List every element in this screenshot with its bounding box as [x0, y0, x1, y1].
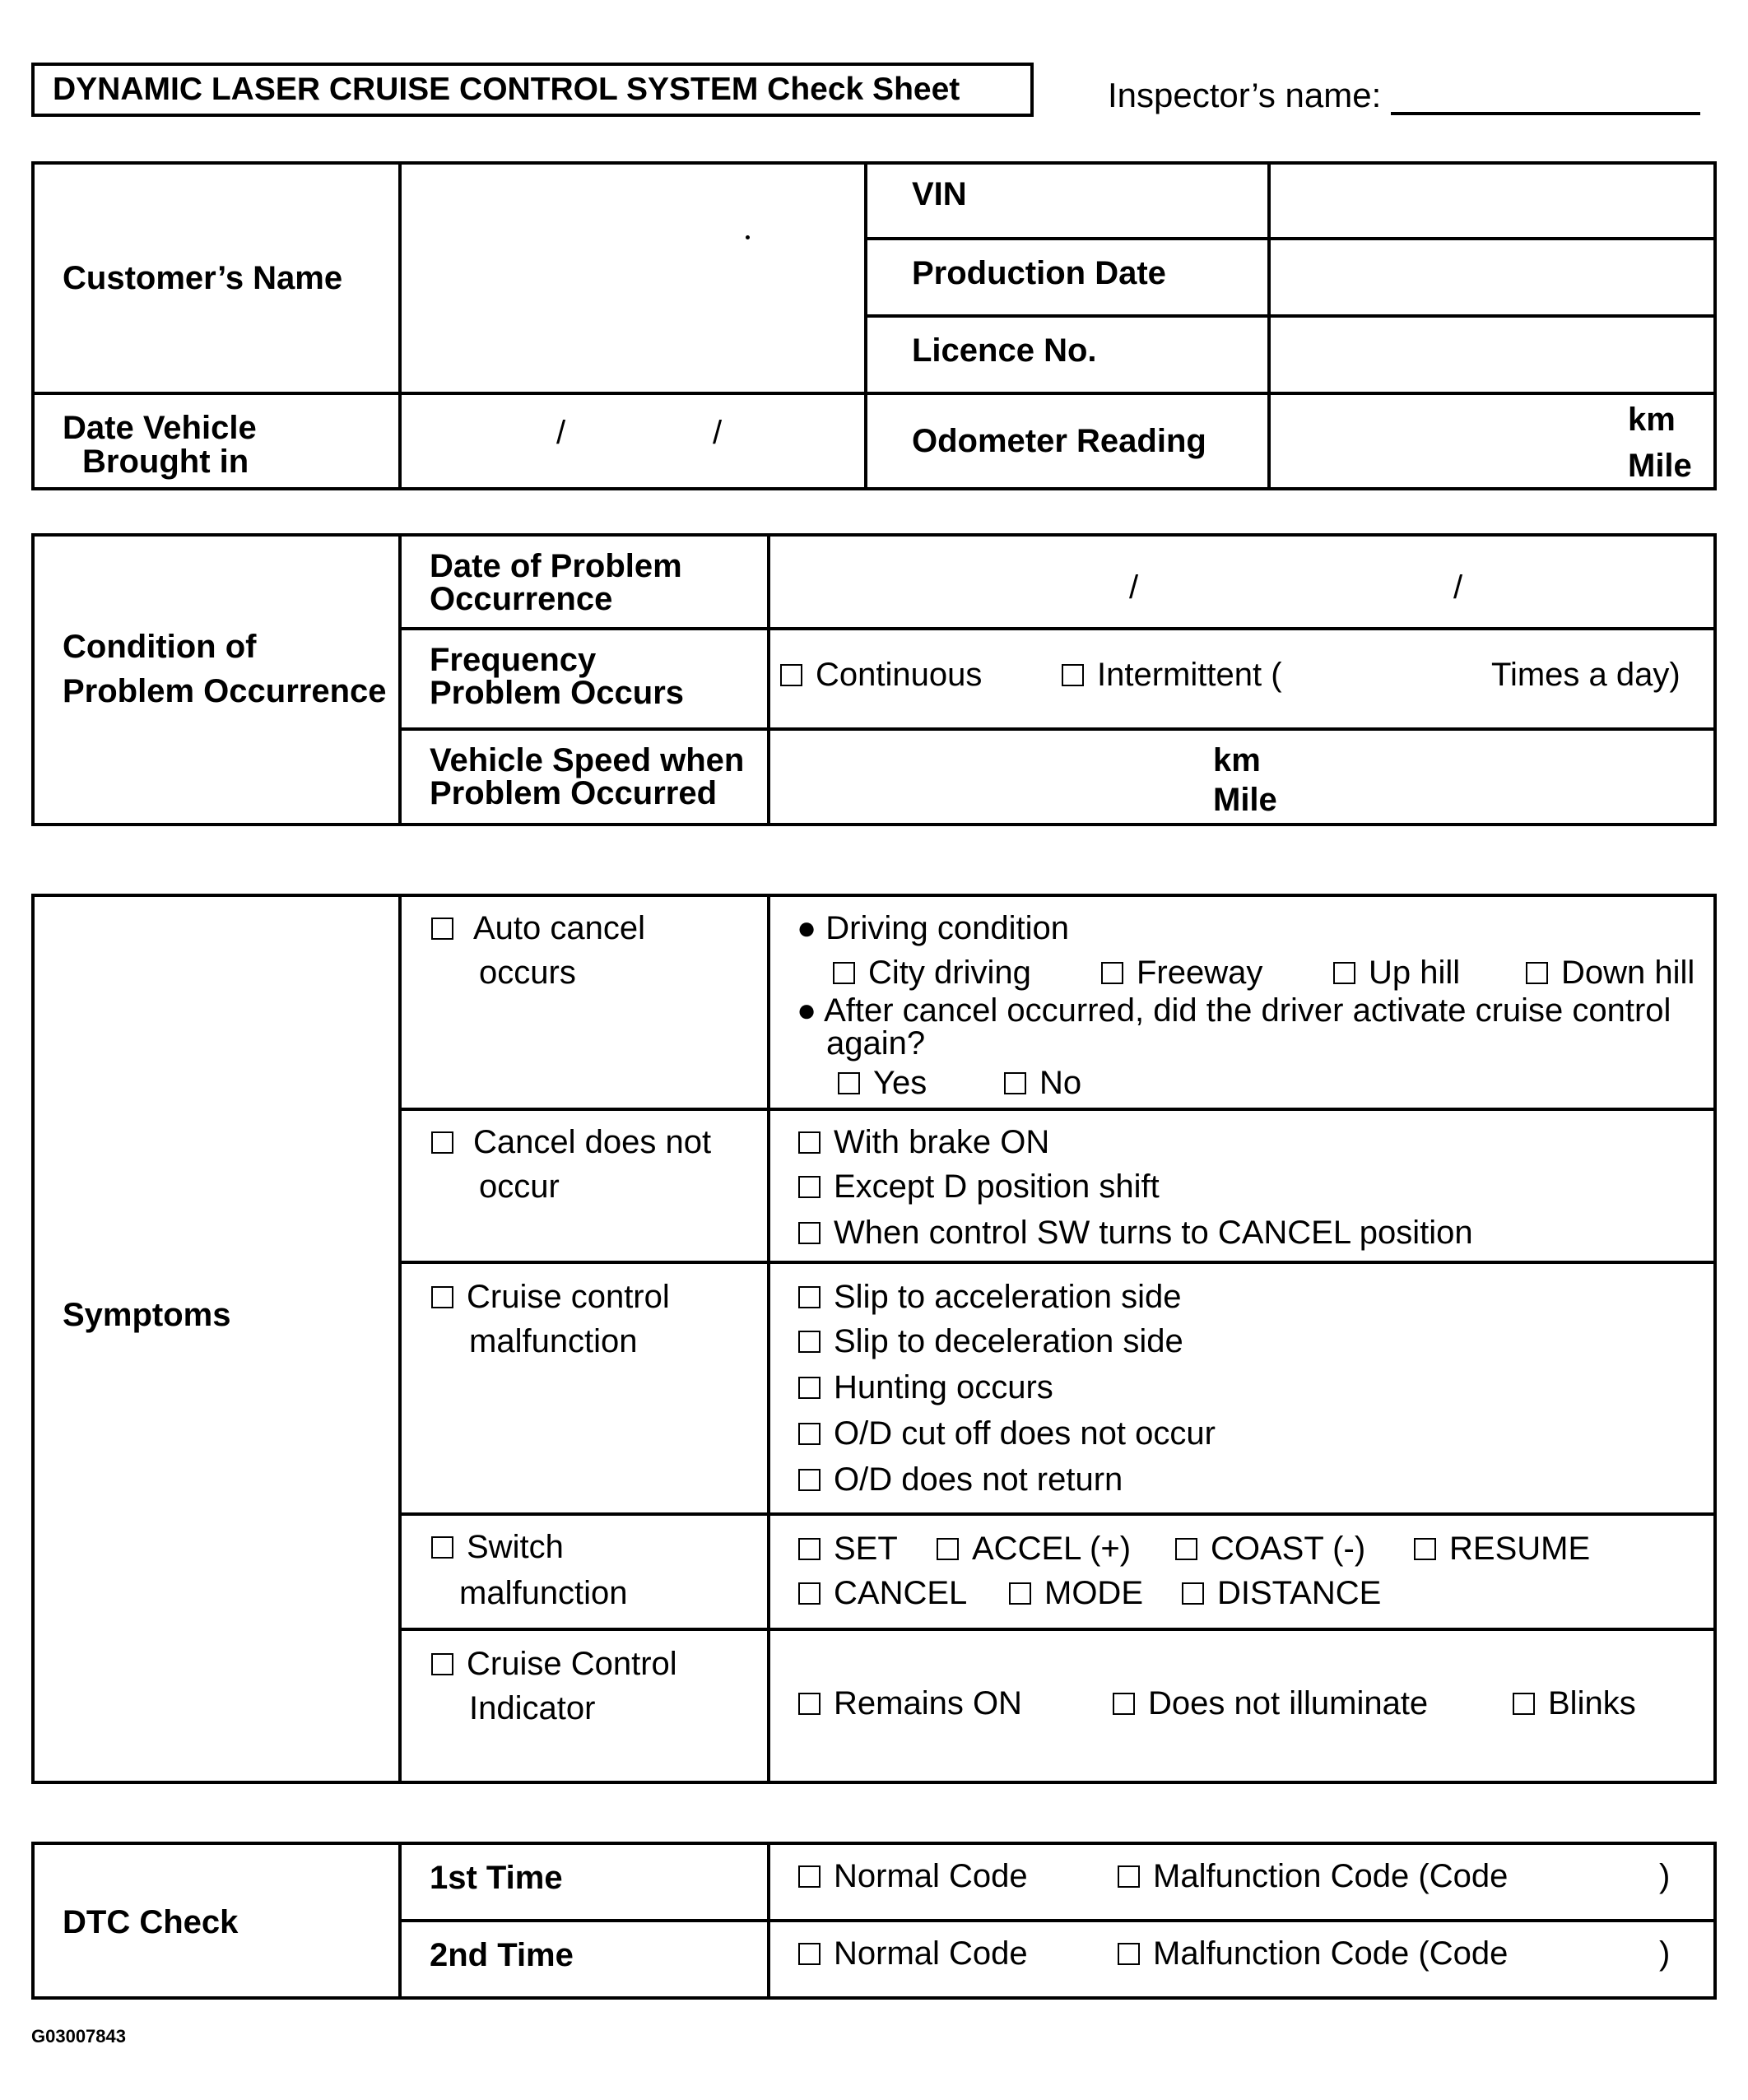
checkbox-icon[interactable]: [1004, 1072, 1026, 1094]
intermittent-option[interactable]: Intermittent (: [1062, 657, 1282, 693]
downhill-option[interactable]: Down hill: [1526, 955, 1695, 991]
checkbox-icon[interactable]: [1526, 962, 1548, 984]
vin-field[interactable]: [1272, 165, 1713, 235]
checkbox-icon[interactable]: [1118, 1943, 1140, 1965]
checkbox-icon[interactable]: [798, 1943, 821, 1965]
odometer-unit-km: km: [1628, 402, 1676, 438]
indicator-option[interactable]: Cruise Control: [431, 1646, 677, 1682]
speed-field[interactable]: [772, 731, 1200, 823]
checkbox-icon[interactable]: [798, 1176, 821, 1198]
auto-cancel-line2: occurs: [479, 955, 576, 991]
checkbox-icon[interactable]: [431, 1131, 453, 1154]
second-malfunction-code-option[interactable]: Malfunction Code (Code: [1118, 1935, 1508, 1972]
cancel-switch-option[interactable]: CANCEL: [798, 1575, 967, 1611]
problem-date-field[interactable]: [772, 537, 1713, 625]
checkbox-icon[interactable]: [1333, 962, 1355, 984]
checkbox-icon[interactable]: [780, 664, 802, 686]
licence-no-label: Licence No.: [912, 332, 1097, 369]
figure-id: G03007843: [31, 2026, 126, 2047]
not-illuminate-option[interactable]: Does not illuminate: [1113, 1685, 1428, 1721]
checkbox-icon[interactable]: [798, 1286, 821, 1308]
times-a-day-label: Times a day): [1491, 657, 1681, 693]
speed-unit-mile: Mile: [1213, 782, 1277, 818]
checkbox-icon[interactable]: [937, 1538, 959, 1560]
checkbox-icon[interactable]: [838, 1072, 860, 1094]
odometer-unit-mile: Mile: [1628, 448, 1692, 484]
checkbox-icon[interactable]: [1113, 1693, 1135, 1715]
control-sw-cancel-option[interactable]: When control SW turns to CANCEL position: [798, 1215, 1473, 1251]
checkbox-icon[interactable]: [798, 1693, 821, 1715]
problem-date-slash-2: /: [1453, 569, 1463, 606]
slip-deceleration-option[interactable]: Slip to deceleration side: [798, 1323, 1183, 1359]
checkbox-icon[interactable]: [1175, 1538, 1197, 1560]
checkbox-icon[interactable]: [798, 1377, 821, 1399]
checkbox-icon[interactable]: [798, 1538, 821, 1560]
od-not-return-option[interactable]: O/D does not return: [798, 1461, 1123, 1498]
cancel-not-occur-line2: occur: [479, 1168, 560, 1205]
checkbox-icon[interactable]: [1414, 1538, 1436, 1560]
checkbox-icon[interactable]: [798, 1331, 821, 1353]
stray-dot: [746, 235, 750, 239]
sheet-title: DYNAMIC LASER CRUISE CONTROL SYSTEM Check Sheet: [31, 63, 1034, 117]
second-close-paren: ): [1659, 1935, 1671, 1972]
date-problem-label-1: Date of Problem: [430, 548, 682, 584]
date-slash-2: /: [713, 415, 723, 451]
reactivate-question-line1: ● After cancel occurred, did the driver activate cruise control: [797, 992, 1671, 1029]
cruise-malfunction-line2: malfunction: [469, 1323, 638, 1359]
checkbox-icon[interactable]: [1101, 962, 1123, 984]
set-option[interactable]: SET: [798, 1531, 898, 1567]
freeway-option[interactable]: Freeway: [1101, 955, 1262, 991]
except-d-position-option[interactable]: Except D position shift: [798, 1168, 1160, 1205]
indicator-line2: Indicator: [469, 1690, 596, 1726]
vin-label: VIN: [912, 176, 967, 212]
checkbox-icon[interactable]: [431, 1653, 453, 1675]
odometer-label: Odometer Reading: [912, 423, 1206, 459]
customers-name-label: Customer’s Name: [63, 260, 343, 296]
switch-malfunction-line2: malfunction: [459, 1575, 628, 1611]
driving-condition-label: ● Driving condition: [797, 910, 1069, 946]
reactivate-question-line2: again?: [826, 1025, 926, 1062]
second-time-label: 2nd Time: [430, 1937, 574, 1973]
condition-label-2: Problem Occurrence: [63, 673, 387, 709]
mode-option[interactable]: MODE: [1009, 1575, 1143, 1611]
frequency-label-2: Problem Occurs: [430, 675, 685, 711]
date-vehicle-label-2: Brought in: [82, 444, 249, 480]
first-normal-code-option[interactable]: Normal Code: [798, 1858, 1028, 1894]
checkbox-icon[interactable]: [1062, 664, 1084, 686]
checkbox-icon[interactable]: [798, 1222, 821, 1244]
cancel-not-occur-option[interactable]: Cancel does not: [431, 1124, 711, 1160]
city-driving-option[interactable]: City driving: [833, 955, 1031, 991]
symptoms-label: Symptoms: [63, 1297, 231, 1333]
first-close-paren: ): [1659, 1858, 1671, 1894]
first-time-label: 1st Time: [430, 1860, 563, 1896]
checkbox-icon[interactable]: [1513, 1693, 1535, 1715]
problem-date-slash-1: /: [1129, 569, 1139, 606]
checkbox-icon[interactable]: [798, 1582, 821, 1605]
checkbox-icon[interactable]: [833, 962, 855, 984]
uphill-option[interactable]: Up hill: [1333, 955, 1460, 991]
date-vehicle-field[interactable]: [403, 395, 861, 487]
inspector-name-label: Inspector’s name:: [1108, 76, 1382, 114]
speed-label-2: Problem Occurred: [430, 775, 718, 811]
continuous-option[interactable]: Continuous: [780, 657, 982, 693]
checkbox-icon[interactable]: [798, 1469, 821, 1491]
date-slash-1: /: [556, 415, 566, 451]
checkbox-icon[interactable]: [798, 1865, 821, 1888]
cruise-malfunction-option[interactable]: Cruise control: [431, 1279, 670, 1315]
blinks-option[interactable]: Blinks: [1513, 1685, 1636, 1721]
inspector-name-field[interactable]: [1391, 112, 1700, 115]
speed-label-1: Vehicle Speed when: [430, 742, 745, 778]
checkbox-icon[interactable]: [1009, 1582, 1031, 1605]
odometer-field[interactable]: [1272, 395, 1618, 487]
od-cutoff-option[interactable]: O/D cut off does not occur: [798, 1415, 1216, 1452]
slip-acceleration-option[interactable]: Slip to acceleration side: [798, 1279, 1181, 1315]
first-malfunction-code-option[interactable]: Malfunction Code (Code: [1118, 1858, 1508, 1894]
second-normal-code-option[interactable]: Normal Code: [798, 1935, 1028, 1972]
date-vehicle-label-1: Date Vehicle: [63, 410, 257, 446]
condition-label-1: Condition of: [63, 629, 257, 665]
production-date-field[interactable]: [1272, 240, 1713, 313]
auto-cancel-option[interactable]: Auto cancel: [431, 910, 645, 946]
resume-option[interactable]: RESUME: [1414, 1531, 1590, 1567]
bullet-icon: ●: [797, 910, 817, 946]
checkbox-icon[interactable]: [431, 1286, 453, 1308]
accel-option[interactable]: ACCEL (+): [937, 1531, 1131, 1567]
customers-name-field[interactable]: [403, 165, 861, 390]
no-option[interactable]: No: [1004, 1065, 1081, 1101]
coast-option[interactable]: COAST (-): [1175, 1531, 1365, 1567]
checkbox-icon[interactable]: [798, 1131, 821, 1154]
licence-no-field[interactable]: [1272, 318, 1713, 390]
bullet-icon: ●: [797, 992, 817, 1029]
checkbox-icon[interactable]: [1118, 1865, 1140, 1888]
remains-on-option[interactable]: Remains ON: [798, 1685, 1022, 1721]
checkbox-icon[interactable]: [798, 1423, 821, 1445]
checkbox-icon[interactable]: [431, 918, 453, 940]
dtc-check-label: DTC Check: [63, 1904, 239, 1940]
speed-unit-km: km: [1213, 742, 1261, 778]
distance-option[interactable]: DISTANCE: [1182, 1575, 1381, 1611]
with-brake-on-option[interactable]: With brake ON: [798, 1124, 1049, 1160]
frequency-label-1: Frequency: [430, 642, 597, 678]
checkbox-icon[interactable]: [1182, 1582, 1204, 1605]
checkbox-icon[interactable]: [431, 1536, 453, 1559]
production-date-label: Production Date: [912, 255, 1166, 291]
date-problem-label-2: Occurrence: [430, 581, 613, 617]
hunting-occurs-option[interactable]: Hunting occurs: [798, 1369, 1053, 1405]
yes-option[interactable]: Yes: [838, 1065, 927, 1101]
switch-malfunction-option[interactable]: Switch: [431, 1529, 564, 1565]
